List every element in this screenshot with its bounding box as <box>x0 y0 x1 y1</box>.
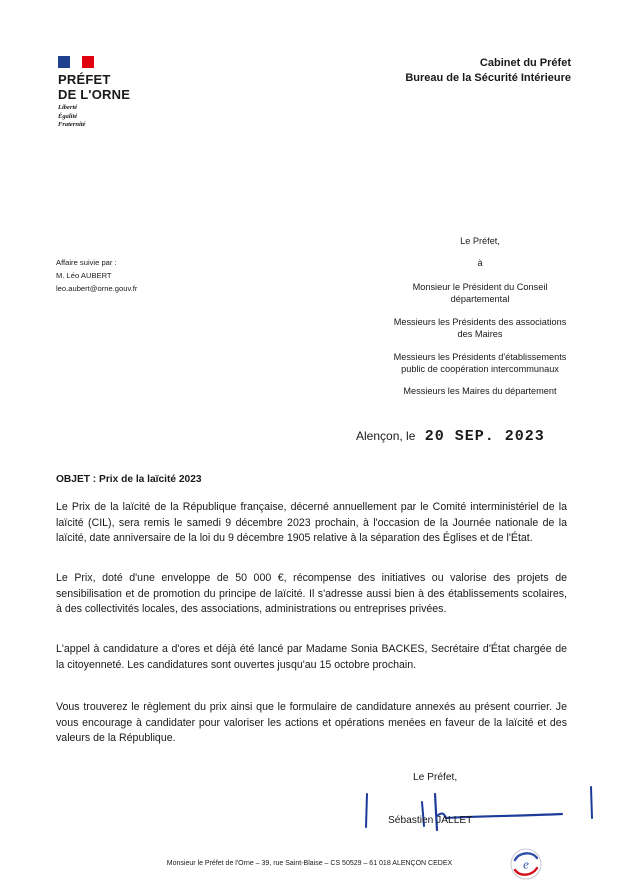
body-paragraph: L'appel à candidature a d'ores et déjà été lancé par Madame Sonia BACKES, Secrétaire d'État chargée de la citoyenneté. Les candidatures sont ouvertes jusqu'au 15 octobre prochain. <box>56 643 567 671</box>
republic-motto <box>58 104 85 130</box>
republic-flag-logo <box>58 56 94 68</box>
service-line: Cabinet du Préfet <box>479 57 571 69</box>
signer-name: Sébastien JALLET <box>388 815 473 826</box>
recipient-item <box>362 282 598 305</box>
signer-title: Le Préfet, <box>413 772 458 783</box>
motto-line: Égalité <box>58 112 78 120</box>
case-handler-name: M. Léo AUBERT <box>56 271 112 280</box>
recipient-line: départemental <box>450 293 510 304</box>
footer-address: Monsieur le Préfet de l'Orne – 39, rue Saint-Blaise – CS 50529 – 61 018 ALENÇON CEDEX <box>166 860 453 867</box>
body-paragraph: Le Prix, doté d'une enveloppe de 50 000 €, récompense des initiatives ou valorise des projets de sensibilisation et de promotion du principe de laïcité. Il s'adresse aussi bien à des établissements scolaires, à des collectivités locales, des associations, administrations ou entreprises privées. <box>56 572 567 615</box>
recipient-line: Messieurs les Présidents des associations <box>393 317 567 327</box>
recipient-line: des Maires <box>457 328 503 339</box>
recipient-item <box>362 352 598 375</box>
to-line: à <box>477 258 483 268</box>
service-line: Bureau de la Sécurité Intérieure <box>405 72 571 84</box>
recipient-item <box>362 317 598 340</box>
recipient-line: Messieurs les Présidents d'établissements <box>393 352 567 362</box>
prefecture-title-line: PRÉFET <box>58 72 111 87</box>
motto-line: Liberté <box>58 104 78 111</box>
recipient-item <box>362 386 598 398</box>
body-paragraph: Le Prix de la laïcité de la République française, décerné annuellement par le Comité interministériel de la laïcité (CIL), sera remis le samedi 9 décembre 2023 prochain, à l'occasion de la Journée nationale de la laïcité, date anniversaire de la loi du 9 décembre 1905 relative à la séparation des Églises et de l'État. <box>56 501 567 544</box>
service-header <box>405 56 571 86</box>
handwritten-signature <box>340 772 610 847</box>
recipient-line: Messieurs les Maires du département <box>403 386 557 396</box>
date-line <box>356 428 545 445</box>
motto-line: Fraternité <box>58 121 86 128</box>
case-handler-email: leo.aubert@orne.gouv.fr <box>56 284 138 293</box>
recipient-line: public de coopération intercommunaux <box>401 363 559 374</box>
svg-text:e: e <box>523 856 529 872</box>
date-stamp: 20 SEP. 2023 <box>424 428 545 445</box>
case-handler-block <box>56 256 137 295</box>
date-place: Alençon, le <box>356 429 416 443</box>
letter-subject: OBJET : Prix de la laïcité 2023 <box>56 474 202 485</box>
recipient-line: Monsieur le Président du Conseil <box>412 282 548 292</box>
body-paragraph: Vous trouverez le règlement du prix ainsi que le formulaire de candidature annexés au présent courrier. Je vous encourage à candidater pour valoriser les actions et opérations menées en faveur de la laïcité et des valeurs de la République. <box>56 701 567 744</box>
quality-label-icon <box>508 846 544 882</box>
prefecture-title-line: DE L'ORNE <box>58 87 131 102</box>
sender-line: Le Préfet, <box>460 236 500 246</box>
prefecture-title <box>58 72 130 102</box>
case-handler-label: Affaire suivie par : <box>56 258 117 267</box>
